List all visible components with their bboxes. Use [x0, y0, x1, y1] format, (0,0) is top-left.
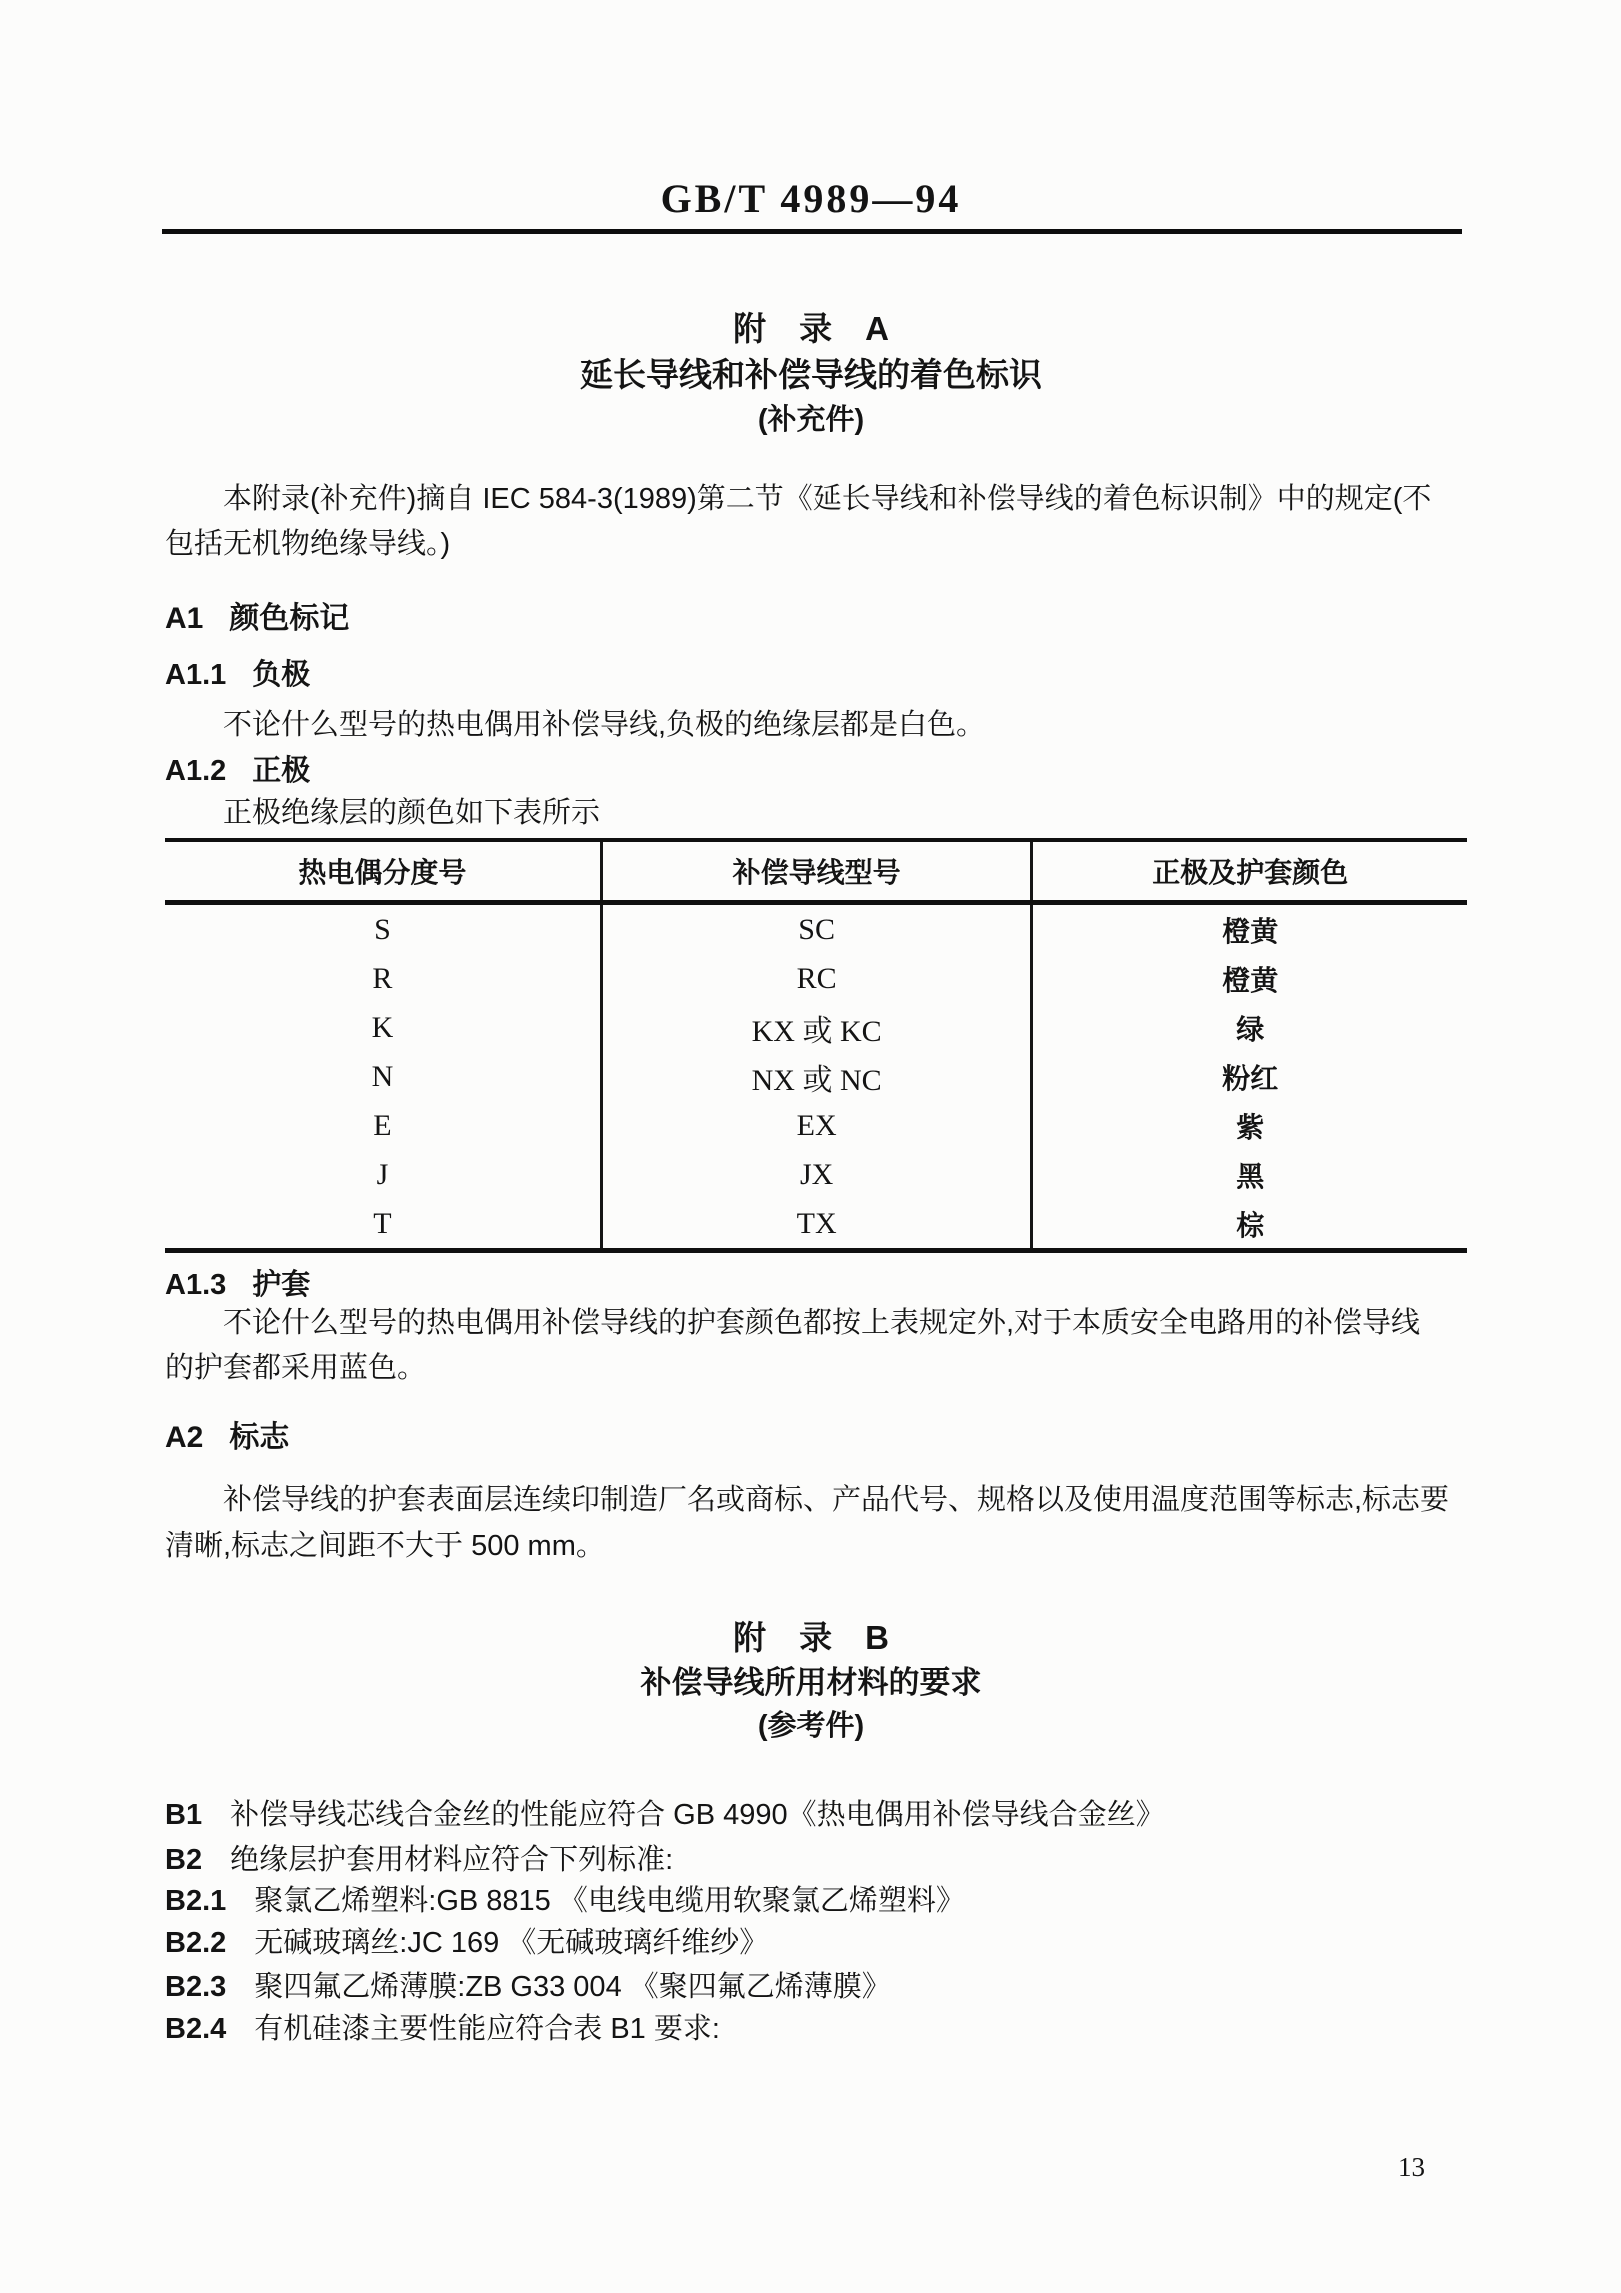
b-item-text: 聚四氟乙烯薄膜:ZB G33 004 《聚四氟乙烯薄膜》 — [254, 1971, 891, 2003]
table-cell: 棕 — [1236, 1209, 1265, 1241]
table-cell: 绿 — [1236, 1013, 1265, 1045]
table-cell: S — [374, 912, 391, 946]
section-a1-2-label: A1.2 — [165, 755, 227, 787]
b-item-label: B2.2 — [165, 1927, 227, 1959]
b-item-text: 无碱玻璃丝:JC 169 《无碱玻璃纤维纱》 — [254, 1927, 769, 1959]
b-item — [165, 1964, 1467, 2005]
b-item — [165, 1920, 1467, 1961]
b-item — [165, 1837, 1467, 1878]
section-a1-1-label: A1.1 — [165, 659, 227, 691]
b-item-label: B1 — [165, 1799, 203, 1831]
section-a1-3-heading — [165, 1262, 1467, 1303]
section-a2-title: 标志 — [229, 1421, 290, 1454]
table-row — [165, 1199, 1467, 1248]
b-item-text: 聚氯乙烯塑料:GB 8815 《电线电缆用软聚氯乙烯塑料》 — [254, 1885, 965, 1917]
header-cell: 热电偶分度号 — [298, 857, 467, 888]
b-item-label: B2 — [165, 1844, 203, 1876]
b-item — [165, 1878, 1467, 1919]
table-cell: NX 或 NC — [600, 1052, 1034, 1101]
b-item — [165, 1792, 1467, 1833]
table-header-row — [165, 842, 1467, 905]
table-row — [165, 954, 1467, 1003]
appendix-a-subtitle: 延长导线和补偿导线的着色标识 — [580, 356, 1042, 393]
table-cell: RC — [600, 954, 1034, 1003]
appendix-b-title: 附 录 B — [733, 1619, 889, 1656]
table-cell: 橙黄 — [1222, 915, 1279, 947]
table-cell: TX — [600, 1199, 1034, 1248]
table-row — [165, 1101, 1467, 1150]
section-a1-2-heading — [165, 748, 1467, 789]
intro-line-1: 本附录(补充件)摘自 IEC 584-3(1989)第二节《延长导线和补偿导线的着色标识制》中的规定(不 — [223, 483, 1432, 515]
table-row — [165, 1052, 1467, 1101]
table-row — [165, 1003, 1467, 1052]
header-cell: 正极及护套颜色 — [1152, 857, 1349, 888]
header-cell: 补偿导线型号 — [600, 842, 1034, 900]
table-row — [165, 1150, 1467, 1199]
appendix-a-intro — [165, 477, 1467, 567]
b-item-text: 绝缘层护套用材料应符合下列标准: — [230, 1844, 674, 1876]
appendix-a-title: 附 录 A — [733, 310, 889, 347]
b-item-label: B2.1 — [165, 1885, 227, 1917]
table-cell: JX — [600, 1150, 1034, 1199]
header-rule — [162, 229, 1462, 234]
table-cell: E — [373, 1108, 392, 1142]
b-item — [165, 2006, 1467, 2047]
doc-number: GB/T 4989—94 — [660, 176, 962, 221]
section-a1-title: 颜色标记 — [229, 602, 350, 635]
page-number: 13 — [1398, 2152, 1425, 2182]
section-a1-1-text: 不论什么型号的热电偶用补偿导线,负极的绝缘层都是白色。 — [223, 709, 986, 741]
table-cell: T — [373, 1206, 392, 1240]
appendix-b-note: (参考件) — [757, 1710, 865, 1742]
a1-3-line-2: 的护套都采用蓝色。 — [165, 1352, 427, 1384]
color-table — [165, 838, 1467, 1253]
section-a1-3-text — [165, 1301, 1467, 1391]
table-cell: J — [376, 1157, 389, 1191]
table-cell: KX 或 KC — [600, 1003, 1034, 1052]
table-cell: K — [371, 1010, 394, 1044]
appendix-a-note: (补充件) — [757, 404, 865, 436]
b-item-label: B2.4 — [165, 2013, 227, 2045]
a1-3-line-1: 不论什么型号的热电偶用补偿导线的护套颜色都按上表规定外,对于本质安全电路用的补偿导线 — [223, 1307, 1421, 1339]
a2-line-2: 清晰,标志之间距不大于 500 mm。 — [165, 1530, 605, 1562]
section-a1-heading — [165, 593, 1467, 637]
section-a1-2-text: 正极绝缘层的颜色如下表所示 — [223, 797, 601, 829]
section-a1-3-label: A1.3 — [165, 1269, 227, 1301]
table-cell: N — [371, 1059, 394, 1093]
section-a2-label: A2 — [165, 1421, 204, 1454]
table-cell: 粉红 — [1222, 1062, 1279, 1094]
section-a1-1-heading — [165, 652, 1467, 693]
table-row — [165, 905, 1467, 954]
b-item-text: 有机硅漆主要性能应符合表 B1 要求: — [254, 2013, 720, 2045]
a2-line-1: 补偿导线的护套表面层连续印制造厂名或商标、产品代号、规格以及使用温度范围等标志,标志要 — [223, 1484, 1450, 1516]
section-a2-heading — [165, 1412, 1467, 1456]
b-item-label: B2.3 — [165, 1971, 227, 2003]
section-a2-text — [165, 1477, 1467, 1569]
intro-line-2: 包括无机物绝缘导线。) — [165, 528, 451, 560]
section-a1-2-title: 正极 — [252, 755, 311, 787]
appendix-b-subtitle: 补偿导线所用材料的要求 — [640, 1665, 982, 1700]
table-cell: 紫 — [1236, 1111, 1265, 1143]
section-a1-3-title: 护套 — [252, 1269, 311, 1301]
b-item-text: 补偿导线芯线合金丝的性能应符合 GB 4990《热电偶用补偿导线合金丝》 — [230, 1799, 1165, 1831]
table-cell: 黑 — [1236, 1160, 1265, 1192]
table-cell: 橙黄 — [1222, 964, 1279, 996]
section-a1-label: A1 — [165, 602, 204, 635]
table-cell: SC — [600, 905, 1034, 954]
table-cell: R — [372, 961, 393, 995]
section-a1-1-title: 负极 — [252, 659, 311, 691]
table-cell: EX — [600, 1101, 1034, 1150]
